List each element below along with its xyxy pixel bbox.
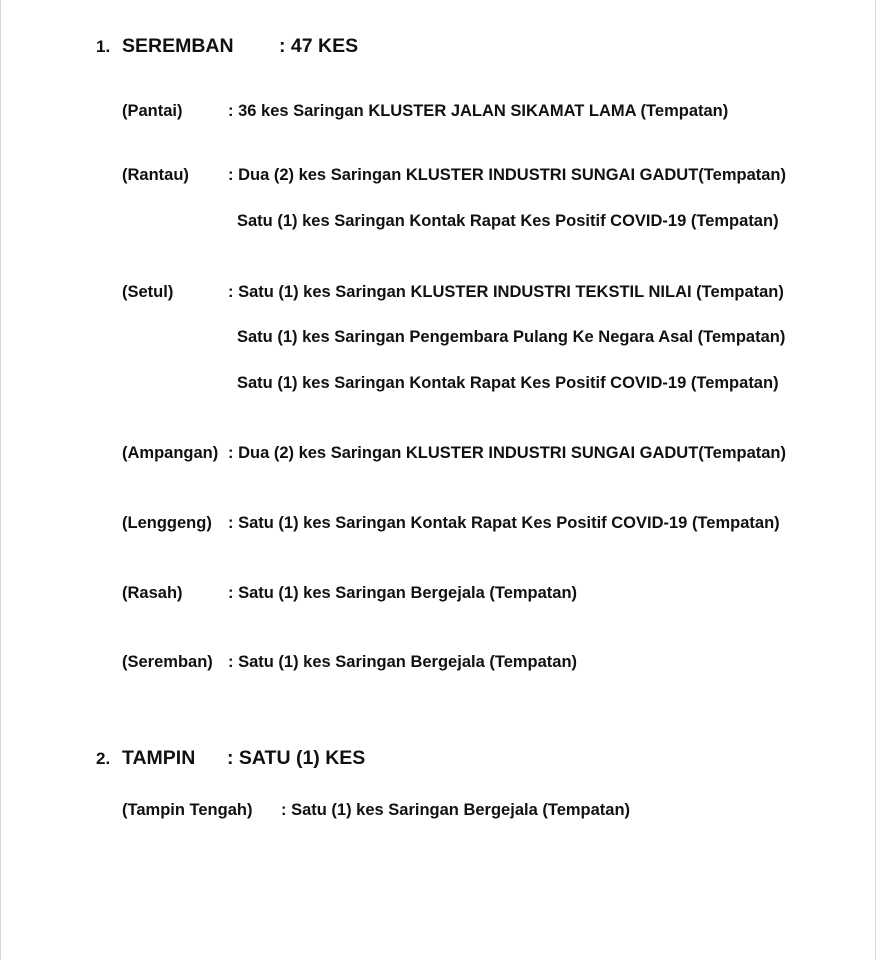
entry-line: : Satu (1) kes Saringan Bergejala (Tempatan) <box>281 801 631 819</box>
entry-line: : 36 kes Saringan KLUSTER JALAN SIKAMAT LAMA (Tempatan) <box>228 102 729 120</box>
entry-location: (Rantau) <box>122 166 189 184</box>
section-district: SEREMBAN <box>122 35 234 57</box>
entry-line: : Dua (2) kes Saringan KLUSTER INDUSTRI SUNGAI GADUT(Tempatan) <box>228 444 786 462</box>
entry-line: Satu (1) kes Saringan Pengembara Pulang Ke Negara Asal (Tempatan) <box>237 328 786 346</box>
section-district: TAMPIN <box>122 747 196 769</box>
entry-line: : Dua (2) kes Saringan KLUSTER INDUSTRI SUNGAI GADUT(Tempatan) <box>228 166 786 184</box>
entry-line: Satu (1) kes Saringan Kontak Rapat Kes Positif COVID-19 (Tempatan) <box>237 212 779 230</box>
entry-location: (Tampin Tengah) <box>122 801 253 819</box>
entry-location: (Rasah) <box>122 584 183 602</box>
section-number: 2. <box>96 749 111 768</box>
entry-line: : Satu (1) kes Saringan KLUSTER INDUSTRI TEKSTIL NILAI (Tempatan) <box>228 283 784 301</box>
entry-line: : Satu (1) kes Saringan Kontak Rapat Kes Positif COVID-19 (Tempatan) <box>228 514 780 532</box>
entry-location: (Lenggeng) <box>122 514 212 532</box>
section-number: 1. <box>96 37 111 56</box>
section-total: : SATU (1) KES <box>227 747 366 769</box>
entry-line: : Satu (1) kes Saringan Bergejala (Tempatan) <box>228 584 578 602</box>
entry-line: Satu (1) kes Saringan Kontak Rapat Kes Positif COVID-19 (Tempatan) <box>237 374 779 392</box>
entry-location: (Setul) <box>122 283 174 301</box>
entry-location: (Ampangan) <box>122 444 219 462</box>
entry-line: : Satu (1) kes Saringan Bergejala (Tempatan) <box>228 653 578 671</box>
section-total: : 47 KES <box>279 35 359 57</box>
entry-location: (Seremban) <box>122 653 213 671</box>
entry-location: (Pantai) <box>122 102 183 120</box>
